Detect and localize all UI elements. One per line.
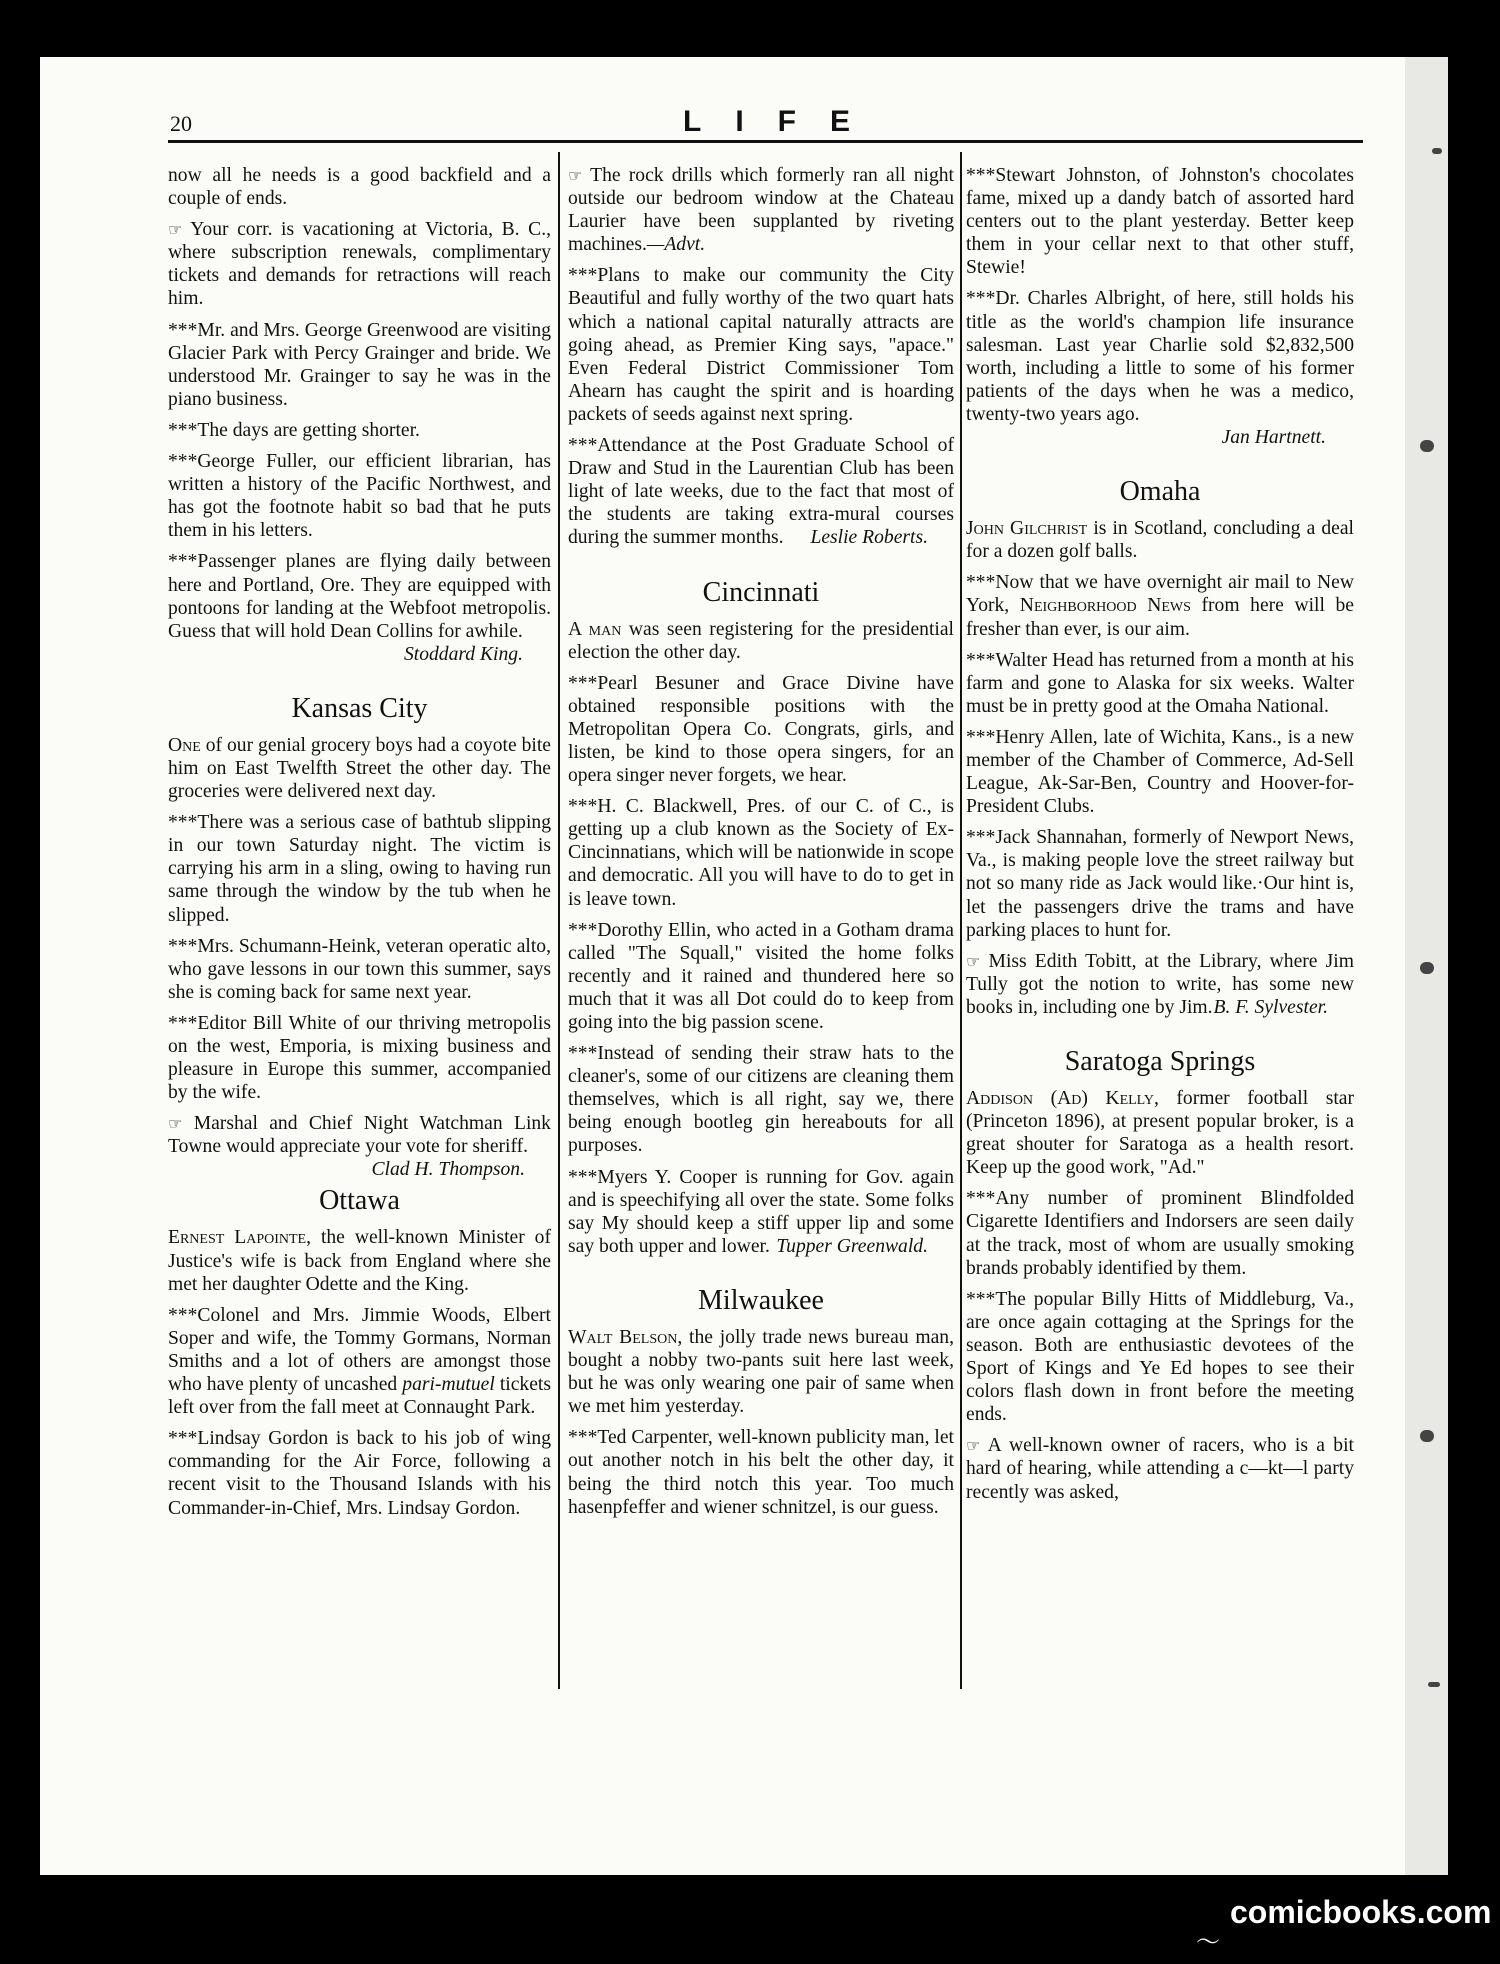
signature-mark-icon: 〜 bbox=[1196, 1928, 1220, 1956]
section-heading: Ottawa bbox=[319, 1185, 400, 1217]
paragraph: ***Myers Y. Cooper is running for Gov. again and is speechifying all over the state. Some folks say My should keep a stiff upper lip and some say both upper and lower. Tupper Greenwald. bbox=[568, 1166, 954, 1257]
header-rule bbox=[168, 140, 1363, 143]
paragraph: ***Walter Head has returned from a month at his farm and gone to Alaska for six weeks. Walter must be in pretty good at the Omaha National. bbox=[966, 649, 1354, 717]
paragraph: ☞ Your corr. is vacationing at Victoria, B. C., where subscription renewals, complimentary tickets and demands for retractions will reach him. bbox=[168, 219, 552, 310]
paragraph: ***Pearl Besuner and Grace Divine have obtained responsible positions with the Metropolitan Opera Co. Congrats, girls, and listen, be kind to those opera singers, for an opera singer never forgets, we hear. bbox=[568, 672, 954, 787]
masthead-title: LIFE bbox=[683, 105, 884, 138]
paragraph: ***Mr. and Mrs. George Greenwood are visiting Glacier Park with Percy Grainger and bride. We understood Mr. Grainger to say he was in the piano business. bbox=[168, 319, 551, 410]
paragraph: John Gilchrist is in Scotland, concluding a deal for a dozen golf balls. bbox=[966, 518, 1354, 563]
paragraph: ***The days are getting shorter. bbox=[168, 419, 420, 441]
column-divider bbox=[960, 152, 962, 1689]
paragraph: ***Any number of prominent Blindfolded Cigarette Identifiers and Indorsers are seen daily at the track, most of whom are usually smoking brands probably identified by them. bbox=[966, 1188, 1354, 1279]
binding-notch bbox=[1420, 1430, 1434, 1442]
paragraph: ***Now that we have overnight air mail to New York, Neighborhood News from here will be fresher than ever, is our aim. bbox=[966, 572, 1355, 640]
paragraph: A man was seen registering for the presidential election the other day. bbox=[568, 618, 954, 663]
binding-notch bbox=[1420, 962, 1434, 974]
paragraph: ***Colonel and Mrs. Jimmie Woods, Elbert Soper and wife, the Tommy Gormans, Norman Smiths and a lot of others are amongst those who have plenty of uncashed pari-mutuel tickets left over from the fall meet at Connaught Park. bbox=[168, 1304, 551, 1419]
binding-notch bbox=[1420, 440, 1434, 452]
section-heading: Milwaukee bbox=[698, 1284, 824, 1316]
pointing-hand-icon: ☞ bbox=[168, 220, 183, 240]
paragraph: ***Dorothy Ellin, who acted in a Gotham drama called "The Squall," visited the home folks recently and it rained and thundered here so much that it was all Dot could do to keep from going into the big passion scene. bbox=[568, 919, 954, 1033]
paragraph: ☞ Miss Edith Tobitt, at the Library, where Jim Tully got the notion to write, has some new books in, including one by Jim. B. F. Sylvester. bbox=[966, 950, 1354, 1018]
paragraph: ***Lindsay Gordon is back to his job of wing commanding for the Air Force, following a recent visit to the Thousand Islands with his Commander-in-Chief, Mrs. Lindsay Gordon. bbox=[168, 1428, 551, 1519]
paragraph: ***Henry Allen, late of Wichita, Kans., is a new member of the Chamber of Commerce, Ad-Sell League, Ak-Sar-Ben, Country and Hoover-for-President Clubs. bbox=[966, 726, 1354, 818]
paragraph: ***The popular Billy Hitts of Middleburg, Va., are once again cottaging at the Springs for the season. Both are enthusiastic devotees of the Sport of Kings and Ye Ed hopes to see their colors flash down in front before the meeting ends. bbox=[966, 1288, 1354, 1426]
paragraph: ***Plans to make our community the City Beautiful and fully worthy of the two quart hats which a national capital naturally attracts are going ahead, as Premier King says, "apace." Even Federal District Commissioner Tom Ahearn has caught the spirit and is hoarding packets of seeds against next spring. bbox=[568, 265, 954, 425]
column-3 bbox=[966, 164, 1354, 1512]
paragraph: One of our genial grocery boys had a coyote bite him on East Twelfth Street the other day. The groceries were delivered next day. bbox=[168, 734, 551, 803]
paragraph: now all he needs is a good backfield and a couple of ends. bbox=[168, 165, 551, 210]
byline: B. F. Sylvester. bbox=[1213, 996, 1328, 1018]
byline: Tupper Greenwald. bbox=[776, 1235, 928, 1257]
column-divider bbox=[558, 152, 560, 1689]
byline: Leslie Roberts. bbox=[810, 527, 928, 549]
byline: Clad H. Thompson. bbox=[371, 1159, 525, 1181]
paragraph: ☞ A well-known owner of racers, who is a bit hard of hearing, while attending a c—kt—l party recently was asked, bbox=[966, 1435, 1354, 1503]
paragraph: ☞ The rock drills which formerly ran all night outside our bedroom window at the Chateau Laurier have been supplanted by riveting machines.—Advt. bbox=[568, 165, 954, 256]
paragraph: ***Attendance at the Post Graduate School of Draw and Stud in the Laurentian Club has been light of late weeks, due to the fact that most of the students are taking extra-mural courses during the summer months. Leslie Roberts. bbox=[568, 435, 954, 549]
paragraph: Walt Belson, the jolly trade news bureau man, bought a nobby two-pants suit here last week, but he was only wearing one pair of same when we met him yesterday. bbox=[568, 1326, 954, 1418]
binding-notch bbox=[1432, 148, 1442, 154]
paragraph: ***Instead of sending their straw hats to the cleaner's, some of our citizens are cleaning them themselves, which is all right, say we, there being enough bootleg gin hereabouts for all purposes. bbox=[568, 1043, 954, 1157]
paragraph: ***Dr. Charles Albright, of here, still holds his title as the world's champion life insurance salesman. Last year Charlie sold $2,832,500 worth, including a little to some of his former patients of the days when he was a medico, twenty-two years ago. bbox=[966, 288, 1354, 425]
section-heading: Kansas City bbox=[291, 692, 428, 724]
column-2 bbox=[568, 164, 954, 1527]
paragraph: ***George Fuller, our efficient librarian, has written a history of the Pacific Northwest, and has got the footnote habit so bad that he puts them in his letters. bbox=[168, 451, 551, 542]
paragraph: ***Stewart Johnston, of Johnston's chocolates fame, mixed up a dandy batch of assorted hard centers out to the plant yesterday. Better keep them in your cellar next to that other stuff, Stewie! bbox=[966, 165, 1354, 279]
pointing-hand-icon: ☞ bbox=[966, 951, 981, 971]
pointing-hand-icon: ☞ bbox=[568, 166, 583, 185]
paragraph: ***Ted Carpenter, well-known publicity man, let out another notch in his belt the other day, it being the third notch this year. Too much hasenpfeffer and wiener schnitzel, is our guess. bbox=[568, 1427, 954, 1518]
paragraph: ***There was a serious case of bathtub slipping in our town Saturday night. The victim is carrying his arm in a sling, owing to having run same through the window by the tub when he slipped. bbox=[168, 812, 551, 926]
paragraph: ***Mrs. Schumann-Heink, veteran operatic alto, who gave lessons in our town this summer, says she is coming back for same next year. bbox=[168, 935, 551, 1003]
pointing-hand-icon: ☞ bbox=[966, 1436, 981, 1456]
paragraph: Addison (Ad) Kelly, former football star (Princeton 1896), at present popular broker, is a great shouter for Saratoga as a health resort. Keep up the good work, "Ad." bbox=[966, 1088, 1354, 1179]
byline: Jan Hartnett. bbox=[1221, 427, 1326, 449]
byline: Stoddard King. bbox=[403, 643, 523, 665]
binding-notch bbox=[1428, 1682, 1440, 1687]
page-number: 20 bbox=[170, 111, 192, 136]
column-1 bbox=[168, 164, 551, 1528]
paragraph: ***Jack Shannahan, formerly of Newport News, Va., is making people love the street railway but not so many ride as Jack would like.·Our hint is, let the passengers drive the trams and have parking places to hunt for. bbox=[966, 827, 1354, 941]
paragraph: ***Passenger planes are flying daily between here and Portland, Ore. They are equipped with pontoons for landing at the Webfoot metropolis. Guess that will hold Dean Collins for awhile. bbox=[168, 551, 551, 642]
section-heading: Cincinnati bbox=[702, 576, 820, 608]
paragraph: ***Editor Bill White of our thriving metropolis on the west, Emporia, is mixing business and pleasure in Europe this summer, accompanied by the wife. bbox=[168, 1012, 551, 1104]
watermark: comicbooks.com bbox=[1230, 1894, 1492, 1930]
pointing-hand-icon: ☞ bbox=[168, 1114, 183, 1134]
section-heading: Omaha bbox=[1119, 476, 1201, 508]
section-heading: Saratoga Springs bbox=[1064, 1046, 1256, 1077]
paragraph: Ernest Lapointe, the well-known Minister of Justice's wife is back from England where she met her daughter Odette and the King. bbox=[168, 1227, 552, 1295]
paragraph: ☞ Marshal and Chief Night Watchman Link Towne would appreciate your vote for sheriff. Clad H. Thompson. bbox=[168, 1113, 551, 1181]
paragraph: ***H. C. Blackwell, Pres. of our C. of C., is getting up a club known as the Society of Ex-Cincinnatians, which will be nationwide in scope and democratic. All you will have to do to get in is leave town. bbox=[568, 796, 954, 910]
